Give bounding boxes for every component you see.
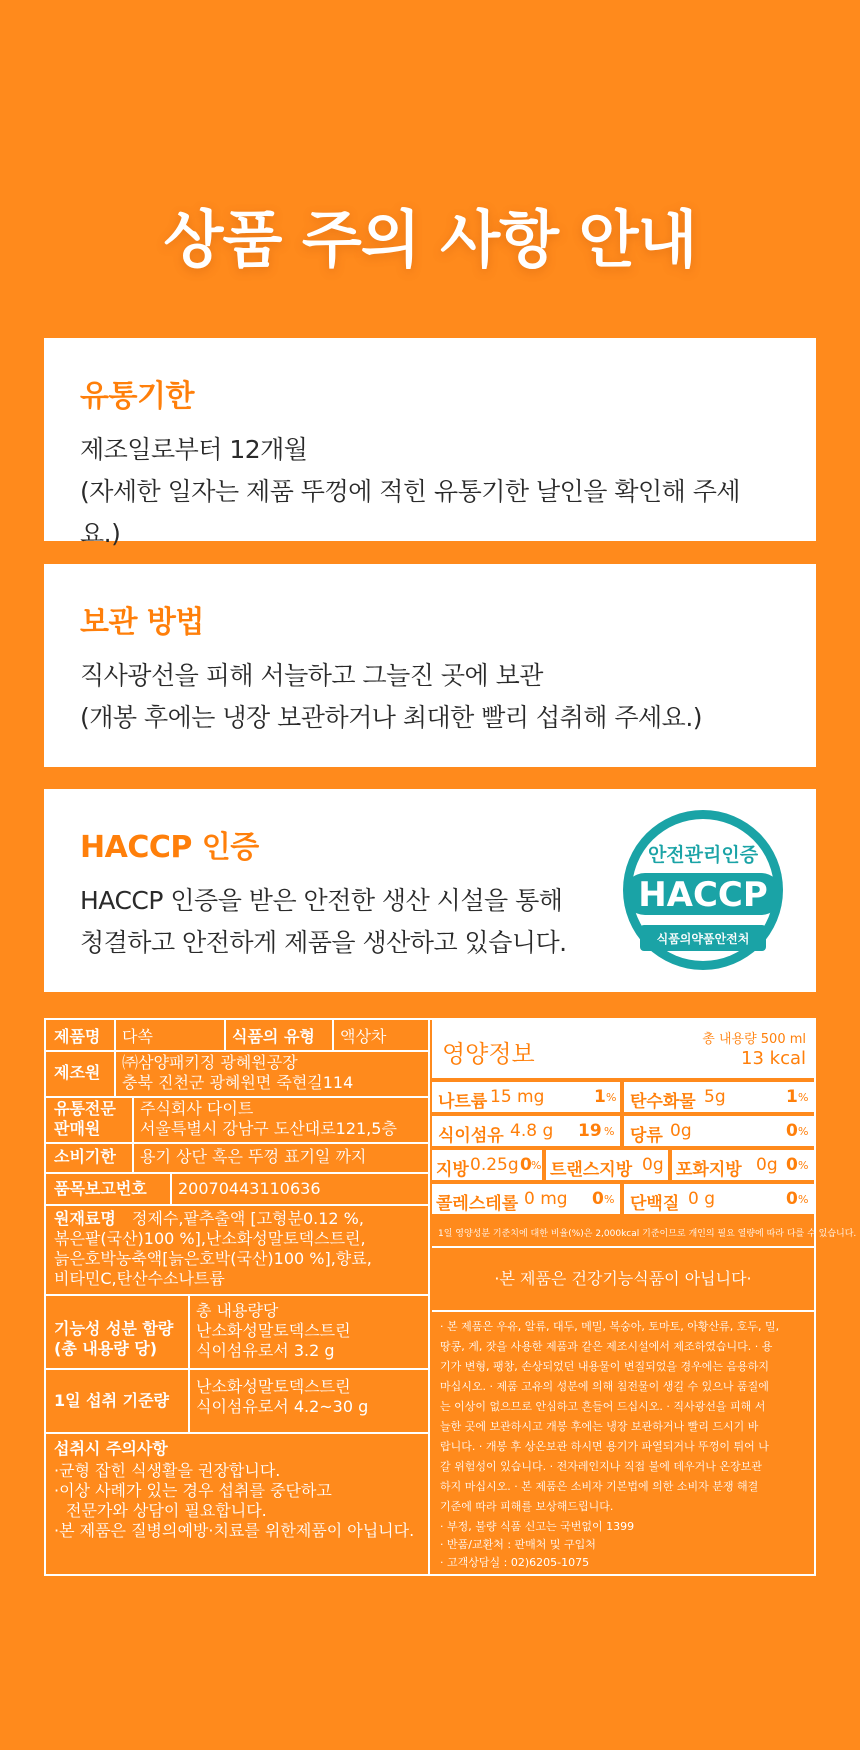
functional-value-1: 총 내용량당 xyxy=(196,1301,279,1320)
product-label-panel xyxy=(44,1018,857,1576)
nutrient-fat-amount: 0.25g xyxy=(470,1155,519,1175)
storage-text-1: 직사광선을 피해 서늘하고 그늘진 곳에 보관 xyxy=(80,661,543,690)
caution-line-2: ·이상 사례가 있는 경우 섭취를 중단하고 xyxy=(54,1481,332,1500)
product-name-key: 제품명 xyxy=(54,1027,101,1046)
maker-value-2: 충북 진천군 광혜원면 죽현길114 xyxy=(122,1073,354,1092)
nutrition-header xyxy=(432,1020,814,1078)
nutrient-carbs-name: 탄수화물 xyxy=(630,1092,696,1112)
caution-line-4: ·본 제품은 질병의예방·치료를 위한제품이 아닙니다. xyxy=(54,1521,415,1540)
nutrient-trans-fat-amount: 0g xyxy=(642,1155,664,1175)
daily-intake-value-1: 난소화성말토덱스트린 xyxy=(196,1377,351,1396)
seller-key-2: 판매원 xyxy=(54,1119,101,1138)
expiry-key: 소비기한 xyxy=(54,1147,116,1166)
nutrition-total: 총 내용량 500 ml xyxy=(702,1032,806,1047)
maker-key: 제조원 xyxy=(54,1063,101,1082)
nutrient-sodium-amount: 15 mg xyxy=(490,1087,545,1107)
nutrient-fiber-pct: 19 xyxy=(578,1121,602,1141)
nutrient-fiber-amount: 4.8 g xyxy=(510,1121,554,1141)
nutrient-sodium-pct: 1 xyxy=(594,1087,606,1107)
nutrient-saturated-fat-pct: 0 xyxy=(786,1155,798,1175)
food-type-value: 액상차 xyxy=(340,1027,387,1046)
storage-heading: 보관 방법 xyxy=(80,605,204,640)
nutrient-cholesterol-name: 콜레스테롤 xyxy=(436,1194,519,1214)
nutrient-sugar-amount: 0g xyxy=(670,1121,692,1141)
functional-key-1: 기능성 성분 함량 xyxy=(54,1319,174,1338)
haccp-badge-icon xyxy=(620,807,786,973)
ingredients-line-2: 볶은팥(국산)100 %],난소화성말토덱스트린, xyxy=(54,1229,366,1248)
functional-value-3: 식이섬유로서 3.2 g xyxy=(196,1341,335,1360)
nutrient-sugar-name: 당류 xyxy=(630,1126,663,1146)
nutrition-title: 영양정보 xyxy=(442,1040,535,1068)
nutrient-protein-name: 단백질 xyxy=(630,1194,680,1214)
nutrient-fiber: 식이섬유 4.8 g 19 % xyxy=(432,1116,620,1146)
nutrient-fiber-name: 식이섬유 xyxy=(438,1126,504,1146)
nutrient-protein-amount: 0 g xyxy=(688,1189,716,1209)
haccp-text-1: HACCP 인증을 받은 안전한 생산 시설을 통해 xyxy=(80,886,563,915)
nutrient-carbs-pct: 1 xyxy=(786,1087,798,1107)
nutrient-sugar: 당류 0g 0 % xyxy=(624,1116,814,1146)
storage-text-2: (개봉 후에는 냉장 보관하거나 최대한 빨리 섭취해 주세요.) xyxy=(80,703,703,732)
ingredients-line-1: 정제수,팥추출액 [고형분0.12 %, xyxy=(132,1209,364,1228)
food-type-key: 식품의 유형 xyxy=(232,1027,315,1046)
functional-value-2: 난소화성말토덱스트린 xyxy=(196,1321,351,1340)
nutrient-carbs-amount: 5g xyxy=(704,1087,726,1107)
shelf-life-text-2: (자세한 일자는 제품 뚜껑에 적힌 유통기한 날인을 확인해 주세요.) xyxy=(80,477,741,548)
badge-bottom-text: 식품의약품안전처 xyxy=(656,932,750,946)
nutrient-sugar-pct: 0 xyxy=(786,1121,798,1141)
nutrient-fat-name: 지방 xyxy=(436,1160,469,1180)
haccp-text-2: 청결하고 안전하게 제품을 생산하고 있습니다. xyxy=(80,928,567,957)
report-number-value: 20070443110636 xyxy=(178,1179,321,1198)
badge-top-text: 안전관리인증 xyxy=(647,844,759,866)
nutrient-carbs: 탄수화물 5g 1 % xyxy=(624,1082,814,1112)
nutrition-kcal: 13 kcal xyxy=(741,1048,806,1069)
caution-line-3: 전문가와 상담이 필요합니다. xyxy=(66,1501,267,1520)
nutrient-protein-pct: 0 xyxy=(786,1189,798,1209)
seller-value-1: 주식회사 다이트 xyxy=(140,1099,254,1118)
ingredients-key: 원재료명 xyxy=(54,1209,116,1228)
haccp-heading: HACCP 인증 xyxy=(80,830,259,865)
daily-intake-key: 1일 섭취 기준량 xyxy=(54,1391,170,1410)
nutrient-saturated-fat-name: 포화지방 xyxy=(676,1160,742,1180)
nutrient-cholesterol-amount: 0 mg xyxy=(524,1189,568,1209)
nutrient-sodium: 나트륨 15 mg 1 % xyxy=(432,1082,620,1112)
nutrition-panel: 영양정보 총 내용량 500 ml 13 kcal 나트륨 15 mg 1 % 탄수화물 5g 1 % 식이섬유 4.8 g 19 % 당류 0g 0 % 지방 0.25g 0 % 트랜스지방 0g 포화지방 0g 0 % 콜레스테롤 0 mg 0 % 단백질 0 g 0 % 1일 영양성분 기준치에 대한 비율(%)은 2,000kcal 기준이므로 개인의 필요 열량에 따라 다를 수 있습니다. ·본 제품은 건강기능식품이 아닙니다· · 본 제품은 우유, 알류, 대두, 메밀, 복숭아, 토마토, 아황산류, 호두, 밀, 땅콩, 게, 잣을 사용한 제품과 같은 제조시설에서 제조하였습니다. · 용 기가 변형, 팽창, 손상되었던 내용물이 변질되었을 경우에는 음용하지 마십시오. · 제품 고유의 성분에 의해 침전물이 생길 수 있으나 품질에 는 이상이 없으므로 안심하고 흔들어 드십시오. · 직사광선을 피해 서 늘한 곳에 보관하시고 개봉 후에는 냉장 보관하거나 빨리 드시기 바 랍니다. · 개봉 후 상온보관 하시면 용기가 파열되거나 뚜껑이 튀어 나 갈 위험성이 있습니다. · 전자레인지나 직접 불에 데우거나 온장보관 하지 마십시오. · 본 제품은 소비자 기본법에 의한 소비자 분쟁 해결 기준에 따라 피해를 보상해드립니다. · 부정, 불량 식품 신고는 국번없이 1399 · 반품/교환처 : 판매처 및 구입처 · 고객상담실 : 02)6205-1075 xyxy=(432,1020,814,1574)
nutrient-saturated-fat: 포화지방 0g 0 % xyxy=(672,1150,814,1180)
nutrient-sodium-name: 나트륨 xyxy=(438,1092,488,1112)
nutrient-protein: 단백질 0 g 0 % xyxy=(624,1184,814,1214)
shelf-life-text-1: 제조일로부터 12개월 xyxy=(80,435,308,464)
seller-key-1: 유통전문 xyxy=(54,1099,116,1118)
ingredients-line-3: 늙은호박농축액[늙은호박(국산)100 %],향료, xyxy=(54,1249,372,1268)
nutrient-fat: 지방 0.25g 0 % xyxy=(432,1150,542,1180)
product-name-value: 다쏙 xyxy=(122,1027,153,1046)
caution-line-1: ·균형 잡힌 식생활을 권장합니다. xyxy=(54,1461,281,1480)
ingredients-line-4: 비타민C,탄산수소나트륨 xyxy=(54,1269,225,1288)
caution-title: 섭취시 주의사항 xyxy=(54,1439,168,1458)
functional-key-2: (총 내용량 당) xyxy=(54,1339,158,1358)
nutrient-saturated-fat-amount: 0g xyxy=(756,1155,778,1175)
haccp-card xyxy=(44,789,816,992)
nutrition-footnote: 1일 영양성분 기준치에 대한 비율(%)은 2,000kcal 기준이므로 개인의 필요 열량에 따라 다를 수 있습니다. xyxy=(438,1229,857,1239)
maker-value-1: ㈜삼양패키징 광혜원공장 xyxy=(122,1053,298,1072)
daily-intake-value-2: 식이섬유로서 4.2~30 g xyxy=(196,1397,369,1416)
badge-middle-text: HACCP xyxy=(638,875,768,915)
page-title: 상품 주의 사항 안내 xyxy=(163,203,697,276)
shelf-life-card xyxy=(44,338,816,548)
shelf-life-heading: 유통기한 xyxy=(80,379,194,414)
nutrient-trans-fat xyxy=(546,1150,668,1180)
nutrient-cholesterol-pct: 0 xyxy=(592,1189,604,1209)
not-health-food-notice: ·본 제품은 건강기능식품이 아닙니다· xyxy=(494,1269,752,1288)
expiry-value: 용기 상단 혹은 뚜껑 표기일 까지 xyxy=(140,1147,367,1166)
report-number-key: 품목보고번호 xyxy=(54,1179,147,1198)
storage-card xyxy=(44,564,816,767)
seller-value-2: 서울특별시 강남구 도산대로121,5층 xyxy=(140,1119,397,1138)
nutrient-trans-fat-name: 트랜스지방 xyxy=(550,1160,633,1180)
nutrient-cholesterol: 콜레스테롤 0 mg 0 % xyxy=(432,1184,620,1214)
nutrient-fat-pct: 0 xyxy=(520,1155,532,1175)
product-info-table xyxy=(46,1020,430,1574)
